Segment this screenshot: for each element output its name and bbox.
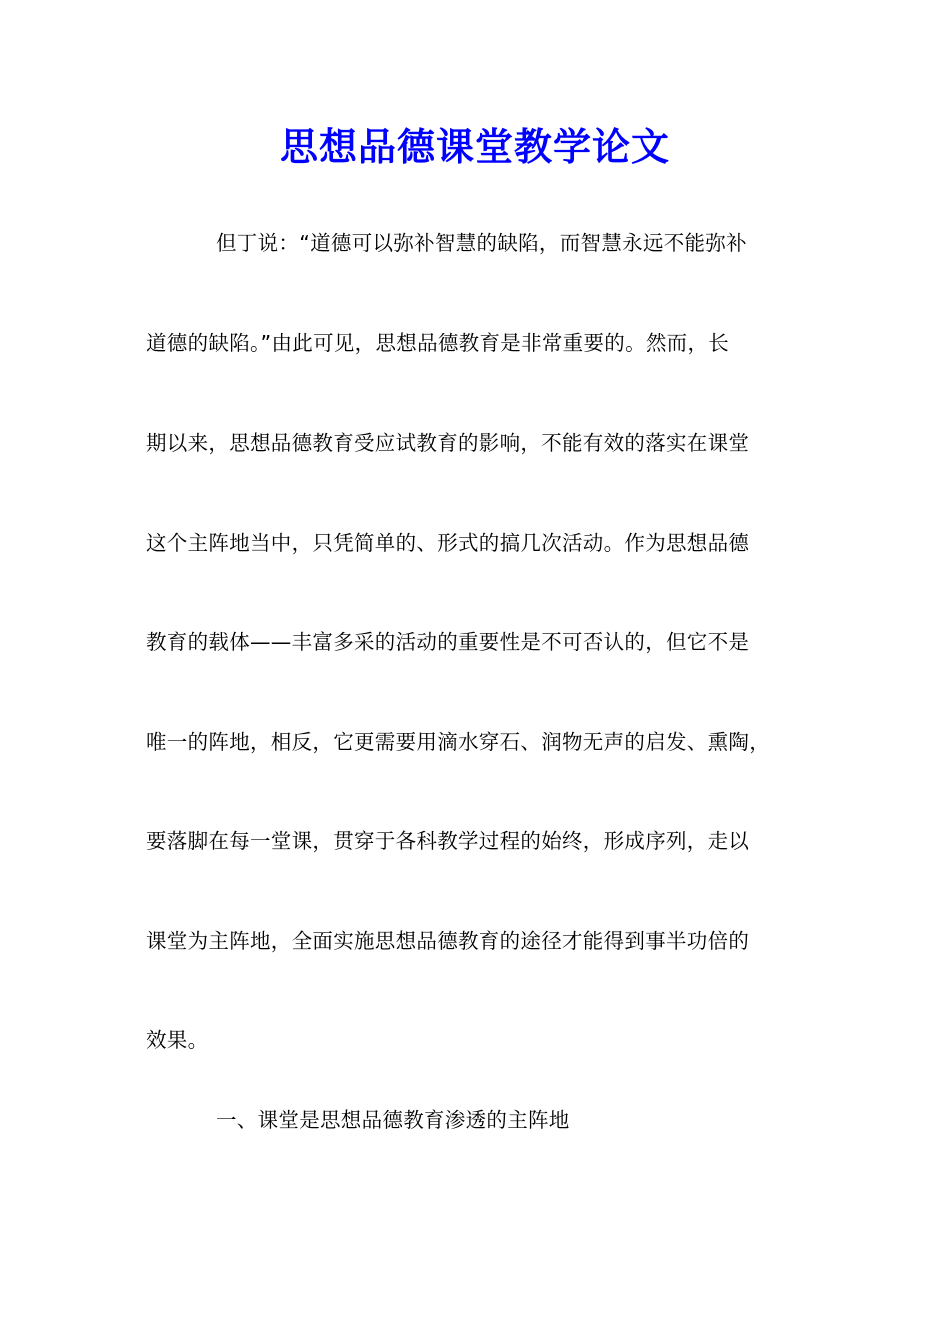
paragraph-line: 课堂为主阵地，全面实施思想品德教育的途径才能得到事半功倍的 — [146, 929, 750, 953]
section-heading: 一、课堂是思想品德教育渗透的主阵地 — [216, 1108, 570, 1132]
paragraph-line: 但丁说：“道德可以弥补智慧的缺陷，而智慧永远不能弥补 — [216, 231, 747, 255]
paragraph-line: 道德的缺陷。”由此可见，思想品德教育是非常重要的。然而，长 — [146, 331, 730, 355]
paragraph-line: 效果。 — [146, 1028, 209, 1052]
paragraph-line: 唯一的阵地，相反，它更需要用滴水穿石、润物无声的启发、熏陶， — [146, 730, 770, 754]
paragraph-line: 期以来，思想品德教育受应试教育的影响，不能有效的落实在课堂 — [146, 431, 750, 455]
paragraph-line: 要落脚在每一堂课，贯穿于各科教学过程的始终，形成序列，走以 — [146, 829, 750, 853]
paragraph-line: 教育的载体——丰富多采的活动的重要性是不可否认的，但它不是 — [146, 630, 750, 654]
document-title: 思想品德课堂教学论文 — [279, 124, 670, 169]
paragraph-line: 这个主阵地当中，只凭简单的、形式的搞几次活动。作为思想品德 — [146, 531, 750, 555]
